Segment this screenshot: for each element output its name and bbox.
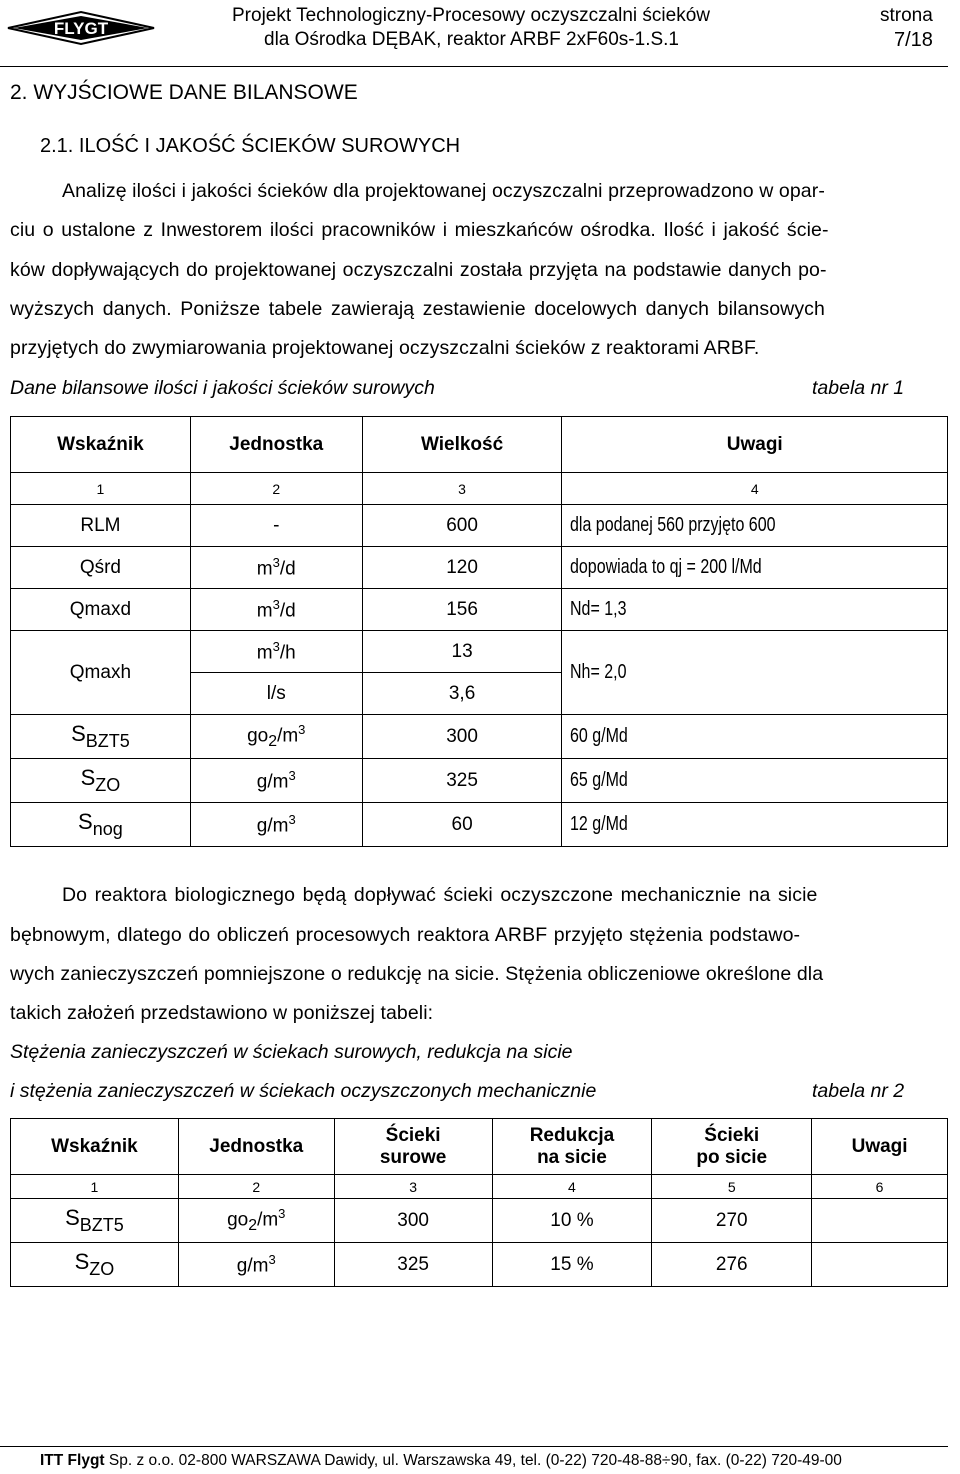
- column-number: 3: [334, 1175, 492, 1199]
- table-row: [11, 589, 948, 631]
- paragraph-line: ciu o ustalone z Inwestorem ilości pracowników i mieszkańców ośrodka. Ilość i jakość ście-: [10, 219, 829, 241]
- note-cell: 12 g/Md: [562, 803, 948, 847]
- indicator-cell: Qśrd: [11, 547, 191, 589]
- column-number: 4: [562, 473, 948, 505]
- indicator-cell: $S_{nog}$: [11, 803, 191, 847]
- reduction-cell: 10 %: [492, 1199, 652, 1243]
- header-cell: Wskaźnik: [11, 1119, 179, 1175]
- unit-cell: $g/m^3$: [178, 1243, 334, 1287]
- indicator-cell: $S_{ZO}$: [11, 1243, 179, 1287]
- table2-caption-line2: i stężenia zanieczyszczeń w ściekach oczyszczonych mechanicznie: [10, 1080, 597, 1102]
- paragraph-line: przyjętych do zwymiarowania projektowanej oczyszczalni ścieków z reaktorami ARBF.: [10, 337, 760, 359]
- reduction-cell: 15 %: [492, 1243, 652, 1287]
- footer-divider: [0, 1446, 948, 1447]
- note-cell: 65 g/Md: [562, 759, 948, 803]
- header-cell: Jednostka: [178, 1119, 334, 1175]
- column-number: 6: [812, 1175, 948, 1199]
- table-row: [11, 631, 948, 673]
- table-1: [10, 416, 948, 847]
- logo-text: FLYGT: [53, 19, 109, 38]
- unit-cell: $go_2/m^3$: [190, 715, 362, 759]
- footer-address: Sp. z o.o. 02-800 WARSZAWA Dawidy, ul. Warszawska 49, tel. (0-22) 720-48-88÷90, fax. (0-22) 720-49-00: [104, 1452, 842, 1469]
- column-number: 3: [362, 473, 562, 505]
- footer-company: ITT Flygt: [40, 1452, 105, 1469]
- page-number: 7/18: [894, 29, 933, 51]
- document-subtitle: dla Ośrodka DĘBAK, reaktor ARBF 2xF60s-1.S.1: [264, 29, 680, 50]
- note-cell: dopowiada to qj = 200 l/Md: [562, 547, 948, 589]
- header-cell: Redukcja na sicie: [492, 1119, 652, 1175]
- paragraph-line: wyższych danych. Poniższe tabele zawierają zestawienie docelowych danych bilansowych: [10, 298, 825, 320]
- header-cell: Uwagi: [812, 1119, 948, 1175]
- column-number: 2: [190, 473, 362, 505]
- table-row: [11, 759, 948, 803]
- header-cell: Uwagi: [562, 417, 948, 473]
- table2-caption-line1: Stężenia zanieczyszczeń w ściekach surowych, redukcja na sicie: [10, 1041, 573, 1063]
- table-row: [11, 1199, 948, 1243]
- value-cell: 60: [362, 803, 562, 847]
- unit-cell: -: [190, 505, 362, 547]
- footer: [40, 1452, 842, 1470]
- raw-value-cell: 325: [334, 1243, 492, 1287]
- indicator-cell: RLM: [11, 505, 191, 547]
- value-cell: 156: [362, 589, 562, 631]
- paragraph-line: wych zanieczyszczeń pomniejszone o redukcję na sicie. Stężenia obliczeniowe określone dla: [10, 963, 824, 985]
- table-2: [10, 1118, 948, 1287]
- header-cell: Wielkość: [362, 417, 562, 473]
- table-row: [11, 803, 948, 847]
- document-title: Projekt Technologiczny-Procesowy oczyszczalni ścieków: [232, 5, 711, 26]
- indicator-cell: Qmaxd: [11, 589, 191, 631]
- raw-value-cell: 300: [334, 1199, 492, 1243]
- value-cell: 600: [362, 505, 562, 547]
- value-cell: 300: [362, 715, 562, 759]
- subsection-heading: 2.1. ILOŚĆ I JAKOŚĆ ŚCIEKÓW SUROWYCH: [40, 135, 461, 157]
- header-divider: [0, 66, 948, 67]
- value-cell: 120: [362, 547, 562, 589]
- table-header-row: [11, 1119, 948, 1175]
- table1-caption: Dane bilansowe ilości i jakości ścieków surowych: [10, 377, 435, 399]
- column-number: 4: [492, 1175, 652, 1199]
- value-cell: 13: [362, 631, 562, 673]
- note-cell: 60 g/Md: [562, 715, 948, 759]
- value-cell: 325: [362, 759, 562, 803]
- column-number: 5: [652, 1175, 812, 1199]
- column-number-row: [11, 473, 948, 505]
- after-screen-cell: 276: [652, 1243, 812, 1287]
- unit-cell: $m^3/d$: [190, 547, 362, 589]
- table-row: [11, 715, 948, 759]
- unit-cell: $go_2/m^3$: [178, 1199, 334, 1243]
- paragraph-line: takich założeń przedstawiono w poniższej tabeli:: [10, 1002, 434, 1024]
- indicator-cell: $S_{ZO}$: [11, 759, 191, 803]
- note-cell: [812, 1199, 948, 1243]
- note-cell: [812, 1243, 948, 1287]
- unit-cell: $g/m^3$: [190, 759, 362, 803]
- unit-cell: $m^3/d$: [190, 589, 362, 631]
- note-cell: dla podanej 560 przyjęto 600: [562, 505, 948, 547]
- indicator-cell: Qmaxh: [11, 631, 191, 715]
- unit-cell: l/s: [190, 673, 362, 715]
- flygt-logo: [6, 8, 156, 48]
- paragraph-line: Do reaktora biologicznego będą dopływać ścieki oczyszczone mechanicznie na sicie: [62, 884, 818, 906]
- header-cell: Wskaźnik: [11, 417, 191, 473]
- note-cell: Nh= 2,0: [562, 631, 948, 715]
- unit-cell: $m^3/h$: [190, 631, 362, 673]
- note-cell: Nd= 1,3: [562, 589, 948, 631]
- paragraph-line: Analizę ilości i jakości ścieków dla projektowanej oczyszczalni przeprowadzono w opar-: [62, 180, 825, 202]
- page-label: strona: [880, 5, 933, 26]
- table2-label: tabela nr 2: [812, 1080, 905, 1102]
- table-row: [11, 1243, 948, 1287]
- value-cell: 3,6: [362, 673, 562, 715]
- header-cell: Jednostka: [190, 417, 362, 473]
- column-number: 1: [11, 1175, 179, 1199]
- paragraph-line: bębnowym, dlatego do obliczeń procesowych reaktora ARBF przyjęto stężenia podstawo-: [10, 924, 801, 946]
- table-row: [11, 505, 948, 547]
- table-row: [11, 547, 948, 589]
- header-cell: Ścieki po sicie: [652, 1119, 812, 1175]
- column-number: 2: [178, 1175, 334, 1199]
- unit-cell: $g/m^3$: [190, 803, 362, 847]
- column-number: 1: [11, 473, 191, 505]
- paragraph-line: ków dopływających do projektowanej oczyszczalni została przyjęta na podstawie danych po-: [10, 259, 827, 281]
- column-number-row: [11, 1175, 948, 1199]
- table1-label: tabela nr 1: [812, 377, 905, 399]
- indicator-cell: $S_{BZT5}$: [11, 715, 191, 759]
- indicator-cell: $S_{BZT5}$: [11, 1199, 179, 1243]
- table-header-row: [11, 417, 948, 473]
- after-screen-cell: 270: [652, 1199, 812, 1243]
- header-cell: Ścieki surowe: [334, 1119, 492, 1175]
- section-heading: 2. WYJŚCIOWE DANE BILANSOWE: [10, 81, 358, 104]
